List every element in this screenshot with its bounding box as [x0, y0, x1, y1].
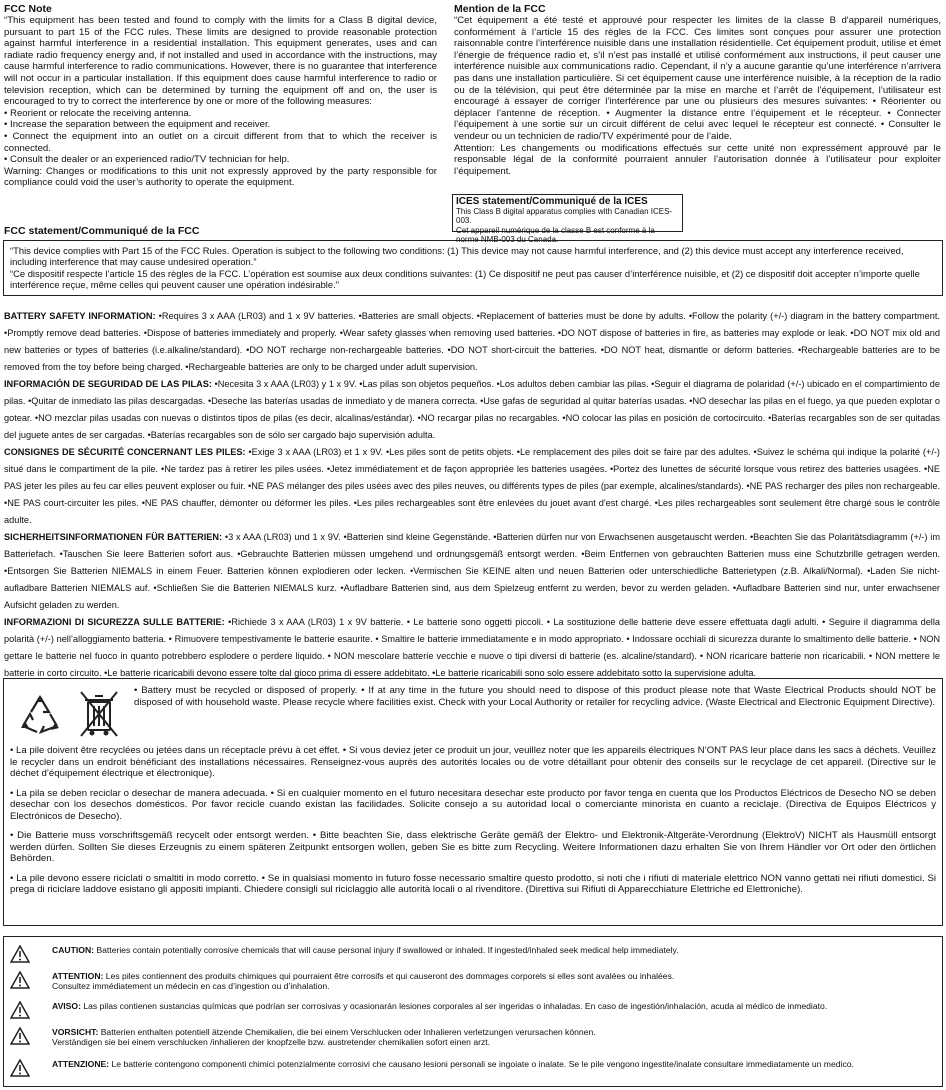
fcc-statement-box: [3, 240, 943, 296]
fcc-note-title: FCC Note: [4, 3, 52, 15]
battery-safety-fr: [4, 444, 940, 529]
battery-safety-de: [4, 529, 940, 614]
fcc-measure: • Consult the dealer or an experienced radio/TV technician for help.: [4, 154, 290, 166]
recycling-de: • Die Batterie muss vorschriftsgemäß recycelt oder entsorgt werden. • Bitte beachten Sie, dass elektrische Geräte gemäß der Elektro- und Elektronik-Altgeräte-Verordnung (ElektroV) NICHT als Hausmüll entsorgt werden dürfen. Sollten Sie dieses Erzeugnis zu einem späteren Zeitpunkt entsorgen wollen, geben Sie es bitte zum Recycling. Weitere Informationen dazu erhalten Sie von Ihrem Händler vor Ort oder den örtlichen Behörden.: [10, 830, 936, 864]
battery-safety-it: [4, 614, 940, 682]
ices-title: ICES statement/Communiqué de la ICES: [456, 196, 648, 207]
ices-box: [452, 194, 683, 245]
caution-row-es: [10, 1001, 936, 1019]
recycling-box: [3, 678, 943, 926]
cautions-box: [3, 936, 943, 1087]
battery-safety-it-text: •Richiede 3 x AAA (LR03) 1 x 9V batterie. • Le batterie sono oggetti piccoli. • La sostituzione delle batterie deve essere effettuata dagli adulti. • Seguire il diagramma della polarità (+/-) nell’alloggiamento batteria. • Rimuovere tempestivamente le batterie esaurite. • Smaltire le batterie immediatamente e in modo appropriato. • Indossare occhiali di sicurezza durante lo smaltimento delle batterie. • NON gettare le batterie nel fuoco in quanto potrebbero esplodere o perdere liquido. • NON mescolare batterie vecchie e nuove o tipi diversi di batterie (es. alcaline/standard). • NON ricaricare batterie non ricaricabili. • NON mettere le batterie in corto circuito. •Le batterie ricaricabili devono essere tolte dal gioco prima di essere addebitato. •Le batterie ricaricabili sono solo essere addebitato sotto la supervisione adulta.: [4, 617, 941, 678]
caution-en-text: Batteries contain potentially corrosive chemicals that will cause personal injury if swallowed or inhaled. If ingested/inhaled seek medical help immediately.: [94, 945, 679, 955]
battery-safety-section: [4, 308, 940, 682]
fcc-note-body: “This equipment has been tested and found to comply with the limits for a Class B digital device, pursuant to part 15 of the FCC rules. These limits are designed to provide reasonable protection against harmful interference in a residential installation. This equipment generates, uses and can radiate radio frequency energy and, if not installed and used in accordance with the instructions, may cause harmful interference to radio communications. However, there is no guarantee that interference will not occur in a particular installation. If this equipment does cause harmful interference to radio or television reception, which can be determined by turning the equipment off and on, the user is encouraged to try to correct the interference by one or more of the following measures:: [4, 15, 437, 108]
battery-safety-fr-text: •Exige 3 x AAA (LR03) et 1 x 9V. •Les piles sont de petits objets. •Le remplacement des piles doit se faire par des adultes. •Suivez le schéma qui indique la polarité (+/-) situé dans le compartiment de la pile. •Ne tardez pas à retirer les piles usées. •Jetez immédiatement et de façon appropriée les batteries usagées. •Portez des lunettes de sécurité lorsque vous retirez des batteries usagées. •NE PAS jeter les piles au feu car elles peuvent exploser ou fuir. •NE PAS mélanger des piles usées avec des piles neuves, ou différents types de piles (par exemple, alcalines/standards). •NE PAS recharger des piles non rechargeable. •NE PAS court-circuiter les piles. •NE PAS chauffer, démonter ou déformer les piles. •Les piles rechargeables sont être enlevées du jouet avant d'est chargé. •Les piles rechargeables sont seulement être chargé sous le contrôle adulte.: [4, 447, 940, 525]
battery-safety-es: [4, 376, 940, 444]
recycling-fr: • La pile doivent être recyclées ou jetées dans un réceptacle prévu à cet effet. • Si vous deviez jeter ce produit un jour, veuillez noter que les appareils électriques N’ONT PAS leur place dans les sacs à déchets. Veuillez le recycler dans un endroit bénéficiant des installations nécessaires. Renseignez-vous auprès des autorités locales ou de votre détaillant pour obtenir des conseils sur le recyclage de cet appareil. (Directive sur le déchet d’équipement électrique et électronique).: [10, 745, 936, 779]
battery-safety-fr-heading: CONSIGNES DE SÉCURITÉ CONCERNANT LES PILES:: [4, 447, 246, 457]
ices-line-2: Cet appareil numérique de la classe B est conforme à la norme NMB-003 du Canada.: [456, 225, 655, 245]
caution-row-de: [10, 1027, 936, 1047]
mention-fcc-section: [454, 3, 941, 177]
fcc-measure: • Reorient or relocate the receiving antenna.: [4, 107, 192, 119]
battery-safety-it-heading: INFORMAZIONI DI SICUREZZA SULLE BATTERIE:: [4, 617, 225, 627]
caution-fr-text-2: Consultez immédiatement un médecin en cas d’ingestion ou d’inhalation.: [52, 981, 330, 992]
caution-row-fr: [10, 971, 936, 991]
recycling-en: • Battery must be recycled or disposed of properly. • If at any time in the future you should need to dispose of this product please note that Waste Electrical Products should NOT be disposed of with household waste. Please recycle where facilities exist. Check with your Local Authority or retailer for recycling advice. (Waste Electrical and Electronic Equipment Directive).: [134, 685, 936, 708]
battery-safety-en-text: •Requires 3 x AAA (LR03) and 1 x 9V batteries. •Batteries are small objects. •Replacement of batteries must be done by adults. •Follow the polarity (+/-) diagram in the battery compartment. •Promptly remove dead batteries. •Dispose of batteries immediately and properly. •Wear safety glasses when removing used batteries. •DO NOT dispose of batteries in fire, as batteries may explode or leak. •DO NOT mix old and new batteries or types of batteries (i.e.alkaline/standard). •DO NOT recharge non-rechargeable batteries. •DO NOT short-circuit the batteries. •DO NOT heat, dismantle or deform batteries. •Rechargeable batteries are to be removed from the toy before being charged. •Rechargeable batteries are only to be charged under adult supervision.: [4, 311, 940, 372]
caution-fr-heading: ATTENTION:: [52, 971, 104, 981]
caution-es-text: Las pilas contienen sustancias químicas que podrían ser corrosivas y ocasionarán lesiones corporales al ser ingeridas o inhaladas. En caso de ingestión/inhalación, acuda al médico de inmediato.: [80, 1001, 828, 1011]
mention-fcc-body: “Cet équipement a été testé et approuvé pour respecter les limites de la classe B d'appareil numériques, conformément à l’article 15 des règles de la FCC. Ces limites sont conçues pour assurer une protection raisonnable contre l’interférence nuisible dans une installation résidentielle. Cet équipement produit, utilise et émet l’énergie de fréquence radio et, s’il n’est pas installé et utilisé conformément aux instructions, il peut causer une interférence nuisible aux communications radio. Cependant, il n’y a aucune garantie qu’une interférence n’arrivera pas dans une installation particulière. Si cet équipement cause une interférence nuisible, à la réception de la radio ou de la télévision, qui peut être déterminée par la mise en marche et l’arrêt de l’équipement, l’utilisateur est encouragé à essayer de corriger l’interférence par une ou plusieurs des mesures suivantes: • Réorienter ou déplacer l’antenne de réception. • Augmenter la distance entre l’équipement et le récepteur. • Connecter l’équipement à une sortie sur un circuit différent de celui avec lequel le récepteur est connecté. • Consulter le vendeur ou un technicien de radio/TV expérimenté pour de l’aide.: [454, 15, 941, 142]
caution-de-text: Batterien enthalten potentiell ätzende Chemikalien, die bei einem Verschlucken oder Inhalieren verletzungen verursachen können.: [98, 1027, 596, 1037]
warning-triangle-icon: [10, 971, 30, 989]
warning-triangle-icon: [10, 1027, 30, 1045]
fcc-measures-list: [4, 108, 437, 166]
fcc-measure: • Increase the separation between the equipment and receiver.: [4, 119, 271, 131]
caution-row-en: [10, 945, 936, 963]
battery-safety-en-heading: BATTERY SAFETY INFORMATION:: [4, 311, 156, 321]
recycling-it: • La pile devono essere riciclati o smaltiti in modo corretto. • Se in qualsiasi momento in futuro fosse necessario smaltire questo prodotto, si noti che i rifiuti di materiale elettrico NON vanno gettati nei rifiuti domestici. Si prega di riciclare laddove esistano gli appositi impianti. Chiedere consigli sul riciclaggio alle autorità locali o al rivenditore. (Direttiva sui Rifiuti di Apparecchiature Elettriche ed Elettroniche).: [10, 872, 936, 895]
battery-safety-es-text: •Necesita 3 x AAA (LR03) y 1 x 9V. •Las pilas son objetos pequeños. •Los adultos deben cambiar las pilas. •Seguir el diagrama de polaridad (+/-) ubicado en el compartimiento de pilas. •Quitar de inmediato las pilas descargadas. •Deseche las baterías usadas de inmediato y de manera correcta. •Use gafas de seguridad al quitar baterías usadas. •NO desechar las pilas en el fuego, ya que pueden explotar o gotear. •NO mezclar pilas usadas con nuevas o distintos tipos de pilas (es decir, alcalinas/estándar). •NO recargar pilas no recargables. •NO colocar las pilas en posición de cortocircuito. •Baterías recargables son de ser quitadas del juguete antes de ser cargadas. •Baterías recargables son de sólo ser cargado bajo supervisión adulta.: [4, 379, 940, 440]
crossed-bin-icon: [77, 688, 121, 742]
fcc-warning: Warning: Changes or modifications to this unit not expressly approved by the party responsible for compliance could void the user’s authority to operate the equipment.: [4, 165, 437, 189]
battery-safety-en: [4, 308, 940, 376]
caution-it-text: Le batterie contengono componenti chimici potenzialmente corrosivi che causano lesioni personali se ingoiate o inalate. Se le pile vengono ingestite/inalate consultare immediatamente un medico.: [109, 1059, 854, 1069]
mention-fcc-title: Mention de la FCC: [454, 3, 546, 15]
recycle-icon: [17, 692, 63, 738]
battery-safety-de-heading: SICHERHEITSINFORMATIONEN FÜR BATTERIEN:: [4, 532, 223, 542]
caution-de-heading: VORSICHT:: [52, 1027, 99, 1037]
battery-safety-es-heading: INFORMACIÓN DE SEGURIDAD DE LAS PILAS:: [4, 379, 212, 389]
recycling-es: • La pila se deben reciclar o desechar de manera adecuada. • Si en cualquier momento en el futuro necesitara desechar este producto por favor tenga en cuenta que los Productos Eléctricos de Desecho NO se deben desechar con los desechos domésticos. Por favor recicle cuando existan las facilidades. Solicite consejo a su autoridad local o comerciante minorista en cuanto a reciclaje. (Directiva de Equipos Eléctricos y Electrónicos de Desecho).: [10, 787, 936, 822]
fcc-statement-en: “This device complies with Part 15 of the FCC Rules. Operation is subject to the following two conditions: (1) This device may not cause harmful interference, and (2) this device must accept any interference received, including interference that may cause undesired operation.”: [10, 245, 904, 268]
caution-row-it: [10, 1059, 936, 1077]
mention-fcc-attention: Attention: Les changements ou modifications effectués sur cette unité non expressément approuvé par le responsable légal de la conformité pourraient annuler l’autorisation donnée à l’utilisateur pour exploiter l’équipement.: [454, 142, 941, 177]
caution-it-heading: ATTENZIONE:: [52, 1059, 110, 1069]
fcc-statement-title: FCC statement/Communiqué de la FCC: [4, 225, 200, 237]
warning-triangle-icon: [10, 945, 30, 963]
battery-safety-de-text: •3 x AAA (LR03) und 1 x 9V. •Batterien sind kleine Gegenstände. •Batterien dürfen nur von Erwachsenen ausgetauscht werden. •Beachten Sie das Polaritätsdiagramm (+/-) im Batteriefach. •Tauschen Sie leere Batterien sofort aus. •Gebrauchte Batterien müssen umgehend und ordnungsgemäß entsorgt werden. •Beim Entfernen von gebrauchten Batterien muss eine Schutzbrille getragen werden. •Entsorgen Sie Batterien NIEMALS in einem Feuer. Batterien können explodieren oder lecken. •Vermischen Sie KEINE alten und neuen Batterien oder unterschiedliche Batterietypen (z.B. Alkali/Normal). •Laden Sie nicht-aufladbare Batterien NIEMALS auf. •Schließen Sie die Batterien NIEMALS kurz. •Aufladbare Batterien sind, aus dem Spielzeug entfernt zu werden, bevor zu werden geladen. •Aufladbare Batterien sind nur, unter erwachsener Aufsicht geladen zu werden.: [4, 532, 940, 610]
ices-line-1: This Class B digital apparatus complies with Canadian ICES-003.: [456, 207, 673, 226]
caution-en-heading: CAUTION:: [52, 945, 95, 955]
fcc-statement-fr: “Ce dispositif respecte l’article 15 des règles de la FCC. L’opération est soumise aux deux conditions suivantes: (1) Ce dispositif ne peut pas causer d’interférence nuisible, et (2) ce dispositif doit accepter n’importe quelle interférence reçue, même celles qui peuvent causer une opération indésirable.”: [10, 267, 920, 291]
warning-triangle-icon: [10, 1059, 30, 1077]
fcc-measure: • Connect the equipment into an outlet on a circuit different from that to which the receiver is connected.: [4, 130, 437, 154]
fcc-note-section: [4, 3, 437, 189]
caution-fr-text: Les piles contiennent des produits chimiques qui pourraient être corrosifs et qui causeront des dommages corporels si elles sont avalées ou inhalées.: [103, 971, 675, 981]
warning-triangle-icon: [10, 1001, 30, 1019]
caution-es-heading: AVISO:: [52, 1001, 81, 1011]
caution-de-text-2: Verständigen sie bei einem verschlucken /inhalieren der knopfzelle bzw. austretender chemikalien sofort einen arzt.: [52, 1037, 491, 1048]
